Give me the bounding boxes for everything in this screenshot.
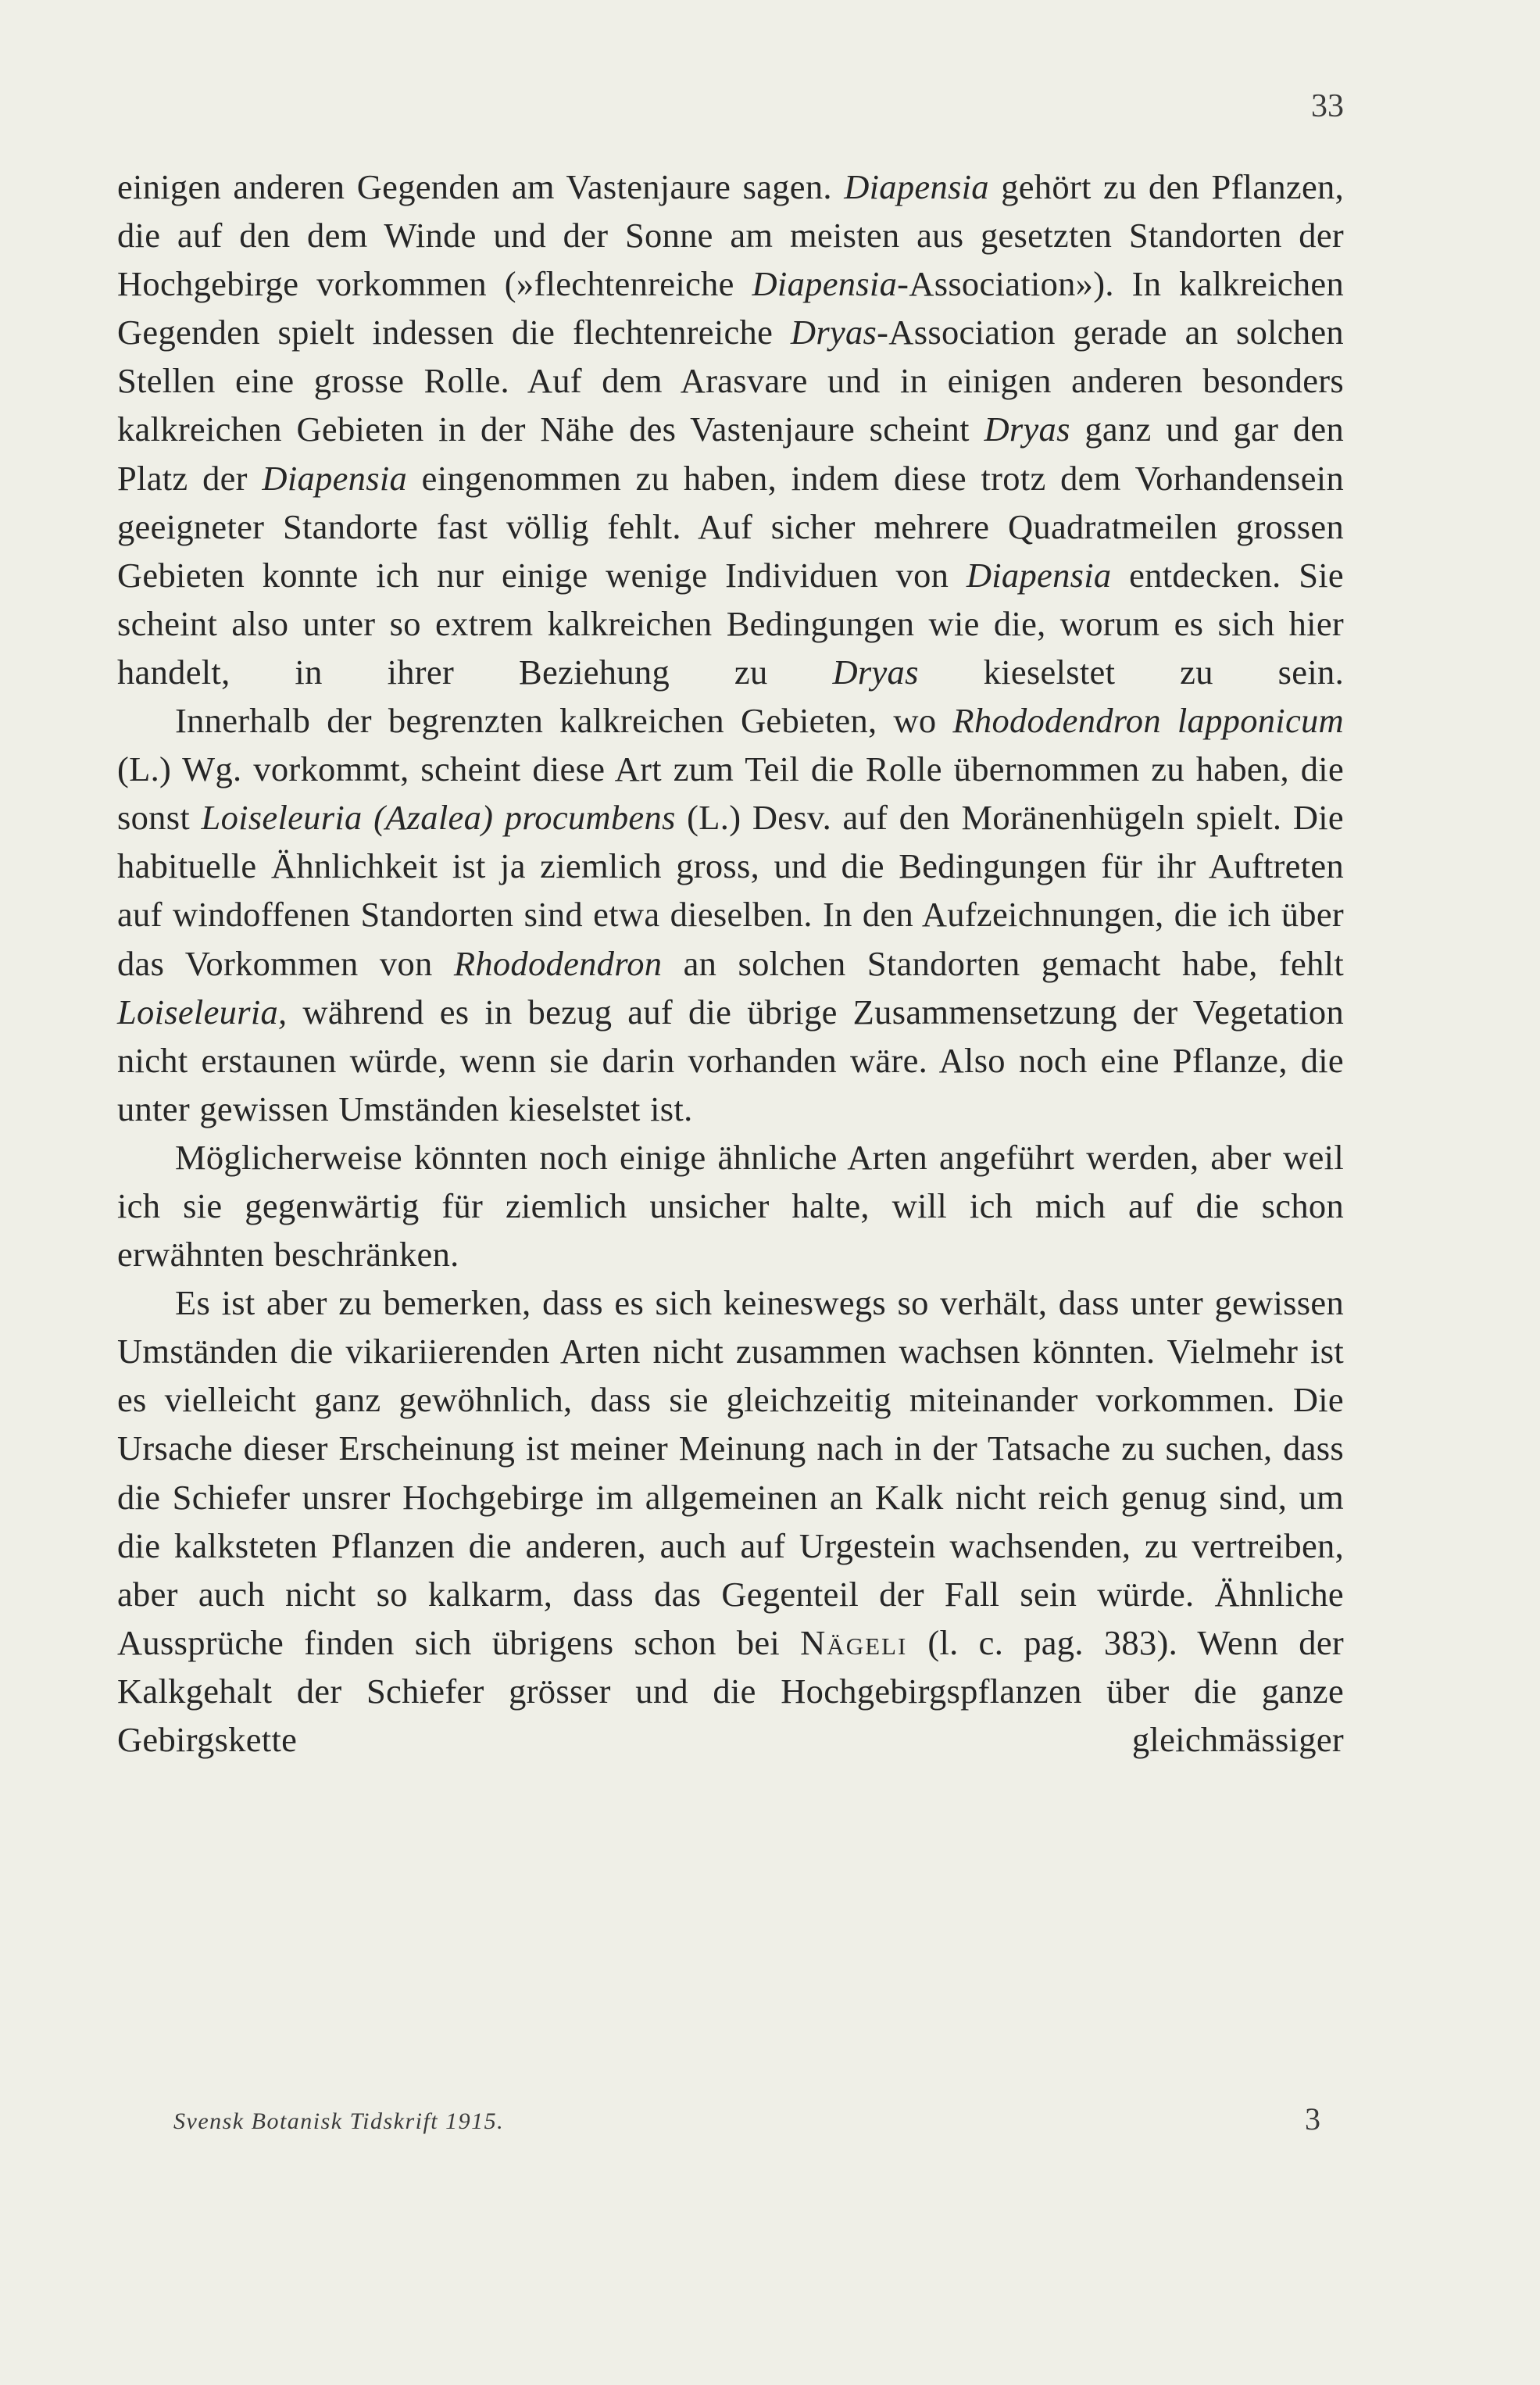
italic-term: Loiseleuria,: [117, 992, 288, 1032]
text-run: Möglicherweise könnten noch einige ähnliche Arten angeführt werden, aber weil ich sie gegenwärtig für ziemlich unsicher halte, will ich mich auf die schon erwähnten beschränken.: [117, 1137, 1344, 1275]
text-run: -Association gerade an solchen Stellen eine grosse Rolle. Auf dem Arasvare und in einigen anderen besonders kalkreichen Gebieten in der Nähe des Vastenjaure scheint: [117, 313, 1344, 449]
journal-footer: Svensk Botanisk Tidskrift 1915.: [173, 2108, 505, 2134]
italic-term: Diapensia: [966, 555, 1112, 595]
body-text: [117, 163, 1344, 1764]
italic-term: Diapensia: [844, 167, 989, 206]
text-run: an solchen Standorten gemacht habe, fehlt: [662, 943, 1344, 983]
italic-term: Dryas: [790, 313, 877, 352]
paragraph: [117, 696, 1344, 1133]
page-number: 33: [1311, 88, 1344, 124]
text-run: (L.) Wg. vorkommt, scheint diese Art zum Teil die Rolle übernommen zu haben, die sonst: [117, 749, 1344, 838]
italic-term: Diapensia: [752, 264, 898, 304]
italic-term: Dryas: [984, 409, 1070, 449]
text-run: ganz und gar den Platz der: [117, 409, 1344, 498]
text-run: (L.) Desv. auf den Moränenhügeln spielt. Die habituelle Ähnlichkeit ist ja ziemlich gross, und die Bedingungen für ihr Auftreten auf windoffenen Standorten sind etwa dieselben. In den Aufzeichnungen, die ich über das Vorkommen von: [117, 798, 1344, 983]
italic-term: Rhododendron lapponicum: [952, 701, 1344, 741]
paragraph: [117, 1133, 1344, 1278]
text-run: einigen anderen Gegenden am Vastenjaure sagen.: [117, 167, 845, 206]
text-run: -Association»). In kalkreichen Gegenden spielt indessen die flechtenreiche: [117, 264, 1344, 352]
paragraph: [117, 1278, 1344, 1764]
author-name: Nägeli: [800, 1622, 908, 1662]
text-run: während es in bezug auf die übrige Zusammensetzung der Vegetation nicht erstaunen würde, wenn sie darin vorhanden wäre. Also noch eine Pflanze, die unter gewissen Umständen kieselstet ist.: [117, 992, 1344, 1128]
italic-term: Dryas: [832, 652, 919, 692]
text-run: Innerhalb der begrenzten kalkreichen Gebieten, wo: [175, 701, 953, 741]
text-run: kieselstet zu sein.: [918, 652, 1344, 692]
italic-term: Diapensia: [262, 458, 408, 498]
paragraph: [117, 163, 1344, 696]
text-run: eingenommen zu haben, indem diese trotz dem Vorhandensein geeigneter Standorte fast völlig fehlt. Auf sicher mehrere Quadratmeilen grossen Gebieten konnte ich nur einige wenige Individuen von: [117, 458, 1344, 595]
signature-mark: 3: [1305, 2101, 1320, 2136]
text-run: Es ist aber zu bemerken, dass es sich keineswegs so verhält, dass unter gewissen Umständen die vikariierenden Arten nicht zusammen wachsen könnten. Vielmehr ist es vielleicht ganz gewöhnlich, dass sie gleichzeitig miteinander vorkommen. Die Ursache dieser Erscheinung ist meiner Meinung nach in der Tatsache zu suchen, dass die Schiefer unsrer Hochgebirge im allgemeinen an Kalk nicht reich genug sind, um die kalksteten Pflanzen die anderen, auch auf Urgestein wachsenden, zu vertreiben, aber auch nicht so kalkarm, dass das Gegenteil der Fall sein würde. Ähnliche Aussprüche finden sich übrigens schon bei: [117, 1283, 1344, 1662]
text-run: entdecken. Sie scheint also unter so extrem kalkreichen Bedingungen wie die, worum es sich hier handelt, in ihrer Beziehung zu: [117, 555, 1344, 692]
italic-term: Loiseleuria (Azalea) procumbens: [201, 798, 676, 838]
text-run: gehört zu den Pflanzen, die auf den dem Winde und der Sonne am meisten aus gesetzten Standorten der Hochgebirge vorkommen (»flechtenreiche: [117, 167, 1345, 304]
text-run: (l. c. pag. 383). Wenn der Kalkgehalt der Schiefer grösser und die Hochgebirgspflanzen über die ganze Gebirgskette gleichmässiger: [117, 1622, 1345, 1759]
italic-term: Rhododendron: [453, 943, 663, 983]
